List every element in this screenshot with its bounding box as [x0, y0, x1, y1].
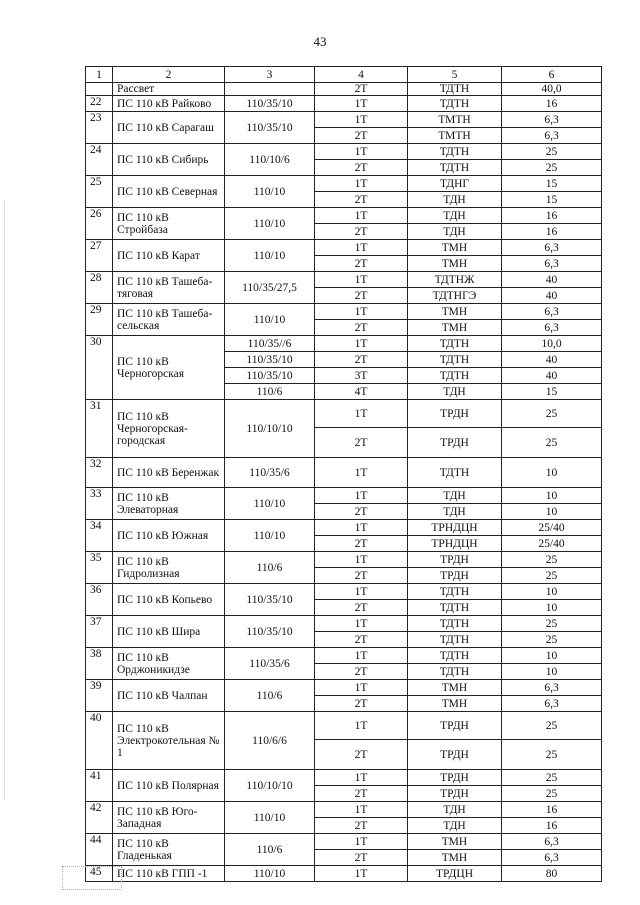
row-number: 24: [86, 144, 113, 176]
substation-name: ПС 110 кВ ГПП -1: [113, 866, 225, 882]
row-number: 30: [86, 336, 113, 400]
transformer-type: ТМТН: [408, 128, 502, 144]
table-row: [86, 112, 602, 128]
substation-name: ПС 110 кВ Черногорская-городская: [113, 400, 225, 458]
voltage-class: 110/10/6: [225, 144, 315, 176]
transformer-power: 40,0: [502, 83, 602, 96]
transformer-id: 1Т: [315, 112, 408, 128]
transformer-power: 15: [502, 192, 602, 208]
transformer-type: ТДН: [408, 802, 502, 818]
table-row: [86, 458, 602, 488]
substation-name: ПС 110 кВ Элеваторная: [113, 488, 225, 520]
transformer-type: ТДТН: [408, 458, 502, 488]
row-number: 40: [86, 712, 113, 770]
col-header: 3: [225, 67, 315, 83]
col-header: 2: [113, 67, 225, 83]
transformer-id: 1Т: [315, 834, 408, 850]
transformer-type: ТДТН: [408, 83, 502, 96]
transformer-power: 25: [502, 144, 602, 160]
table-row: [86, 176, 602, 192]
transformer-type: ТМН: [408, 256, 502, 272]
transformer-type: ТДН: [408, 488, 502, 504]
transformer-power: 6,3: [502, 304, 602, 320]
transformer-power: 6,3: [502, 112, 602, 128]
substation-name: ПС 110 кВ Чалпан: [113, 680, 225, 712]
voltage-class: 110/10: [225, 208, 315, 240]
voltage-class: 110/35/10: [225, 352, 315, 368]
row-number: 34: [86, 520, 113, 552]
transformer-power: 25: [502, 632, 602, 648]
transformer-type: ТДТНГЭ: [408, 288, 502, 304]
transformer-id: 1Т: [315, 304, 408, 320]
transformer-id: 1Т: [315, 552, 408, 568]
transformer-type: ТРДН: [408, 712, 502, 740]
transformer-type: ТДТНЖ: [408, 272, 502, 288]
table-row: [86, 240, 602, 256]
transformer-type: ТМН: [408, 680, 502, 696]
transformer-type: ТРНДЦН: [408, 520, 502, 536]
header-row: [86, 67, 602, 83]
substation-name: ПС 110 кВ Гладенькая: [113, 834, 225, 866]
transformer-power: 25/40: [502, 536, 602, 552]
transformer-power: 10: [502, 504, 602, 520]
row-number: 29: [86, 304, 113, 336]
substation-name: ПС 110 кВ Юго-Западная: [113, 802, 225, 834]
transformer-type: ТМН: [408, 240, 502, 256]
col-header: 4: [315, 67, 408, 83]
substation-name: ПС 110 кВ Копьево: [113, 584, 225, 616]
transformer-id: 1Т: [315, 458, 408, 488]
substation-name: Рассвет: [113, 83, 225, 96]
substation-name: ПС 110 кВ Электрокотельная № 1: [113, 712, 225, 770]
transformer-power: 10: [502, 584, 602, 600]
transformer-id: 1Т: [315, 240, 408, 256]
transformer-power: 10: [502, 458, 602, 488]
transformer-type: ТМН: [408, 304, 502, 320]
transformer-type: ТРДН: [408, 786, 502, 802]
substation-name: ПС 110 кВ Стройбаза: [113, 208, 225, 240]
transformer-power: 25: [502, 786, 602, 802]
voltage-class: 110/10: [225, 240, 315, 272]
transformer-type: ТДН: [408, 384, 502, 400]
transformer-id: 2Т: [315, 818, 408, 834]
table-row: [86, 208, 602, 224]
transformer-id: 2Т: [315, 786, 408, 802]
row-number: 32: [86, 458, 113, 488]
row-number: 45: [86, 866, 113, 882]
table-row: [86, 802, 602, 818]
transformer-id: 1Т: [315, 400, 408, 428]
substation-name: ПС 110 кВ Сибирь: [113, 144, 225, 176]
transformer-type: ТДТН: [408, 144, 502, 160]
table-row: [86, 83, 602, 96]
transformer-power: 25: [502, 160, 602, 176]
row-number: 44: [86, 834, 113, 866]
transformer-type: ТРДН: [408, 552, 502, 568]
row-number: 23: [86, 112, 113, 144]
transformer-id: 2Т: [315, 428, 408, 458]
transformer-id: 1Т: [315, 96, 408, 112]
transformer-id: 2Т: [315, 740, 408, 770]
voltage-class: 110/6: [225, 834, 315, 866]
table-row: [86, 336, 602, 352]
transformer-power: 6,3: [502, 240, 602, 256]
transformer-id: 2Т: [315, 632, 408, 648]
voltage-class: 110/10: [225, 520, 315, 552]
transformer-power: 6,3: [502, 834, 602, 850]
transformer-power: 10: [502, 488, 602, 504]
transformer-id: 1Т: [315, 802, 408, 818]
row-number: 25: [86, 176, 113, 208]
row-number: [86, 83, 113, 96]
row-number: 22: [86, 96, 113, 112]
transformer-type: ТМТН: [408, 112, 502, 128]
table-row: [86, 584, 602, 600]
substation-name: ПС 110 кВ Карат: [113, 240, 225, 272]
transformer-power: 40: [502, 352, 602, 368]
transformer-type: ТРДН: [408, 740, 502, 770]
row-number: 27: [86, 240, 113, 272]
transformer-id: 2Т: [315, 160, 408, 176]
voltage-class: 110/6: [225, 552, 315, 584]
transformer-power: 6,3: [502, 320, 602, 336]
voltage-class: 110/35/10: [225, 96, 315, 112]
transformer-type: ТМН: [408, 696, 502, 712]
substation-name: ПС 110 кВ Северная: [113, 176, 225, 208]
row-number: 37: [86, 616, 113, 648]
row-number: 38: [86, 648, 113, 680]
transformer-id: 2Т: [315, 224, 408, 240]
voltage-class: 110/10: [225, 866, 315, 882]
transformer-type: ТДН: [408, 818, 502, 834]
transformer-power: 25: [502, 740, 602, 770]
transformer-power: 25: [502, 568, 602, 584]
table-row: [86, 680, 602, 696]
transformer-id: 2Т: [315, 600, 408, 616]
table-row: [86, 866, 602, 882]
transformer-id: 2Т: [315, 288, 408, 304]
transformer-id: 2Т: [315, 664, 408, 680]
row-number: 26: [86, 208, 113, 240]
transformer-id: 1Т: [315, 770, 408, 786]
transformer-type: ТДТН: [408, 616, 502, 632]
transformer-id: 2Т: [315, 850, 408, 866]
voltage-class: 110/35/27,5: [225, 272, 315, 304]
voltage-class: 110/10: [225, 176, 315, 208]
transformer-type: ТДТН: [408, 648, 502, 664]
voltage-class: 110/10/10: [225, 400, 315, 458]
voltage-class: 110/10: [225, 488, 315, 520]
table-row: [86, 304, 602, 320]
transformer-power: 25/40: [502, 520, 602, 536]
voltage-class: 110/10: [225, 304, 315, 336]
transformer-id: 1Т: [315, 272, 408, 288]
transformer-power: 80: [502, 866, 602, 882]
transformer-id: 1Т: [315, 648, 408, 664]
transformer-id: 3Т: [315, 368, 408, 384]
table-row: [86, 144, 602, 160]
transformer-power: 40: [502, 368, 602, 384]
row-number: 36: [86, 584, 113, 616]
transformer-power: 16: [502, 818, 602, 834]
voltage-class: 110/35/10: [225, 112, 315, 144]
transformer-type: ТДН: [408, 208, 502, 224]
substation-name: ПС 110 кВ Орджоникидзе: [113, 648, 225, 680]
transformer-id: 1Т: [315, 712, 408, 740]
transformer-power: 15: [502, 176, 602, 192]
scan-edge: [4, 200, 6, 800]
row-number: 35: [86, 552, 113, 584]
table-row: [86, 712, 602, 740]
table-row: [86, 96, 602, 112]
voltage-class: 110/6/6: [225, 712, 315, 770]
transformer-id: 1Т: [315, 680, 408, 696]
transformer-power: 6,3: [502, 680, 602, 696]
transformer-id: 1Т: [315, 866, 408, 882]
row-number: 33: [86, 488, 113, 520]
transformer-type: ТДТН: [408, 664, 502, 680]
transformer-id: 1Т: [315, 144, 408, 160]
transformer-type: ТДН: [408, 504, 502, 520]
voltage-class: 110/35/6: [225, 458, 315, 488]
voltage-class: 110/10/10: [225, 770, 315, 802]
transformer-power: 15: [502, 384, 602, 400]
transformer-id: 2Т: [315, 83, 408, 96]
transformer-power: 6,3: [502, 850, 602, 866]
transformer-type: ТДТН: [408, 336, 502, 352]
transformer-type: ТРДЦН: [408, 866, 502, 882]
substation-name: ПС 110 кВ Ташеба-сельская: [113, 304, 225, 336]
transformer-type: ТДНГ: [408, 176, 502, 192]
transformer-id: 2Т: [315, 696, 408, 712]
substations-table: [85, 66, 602, 882]
row-number: 42: [86, 802, 113, 834]
transformer-type: ТРДН: [408, 428, 502, 458]
transformer-type: ТДТН: [408, 96, 502, 112]
table-row: [86, 770, 602, 786]
transformer-id: 1Т: [315, 616, 408, 632]
stamp-mark: [62, 866, 122, 890]
transformer-type: ТДТН: [408, 160, 502, 176]
voltage-class: 110/35/10: [225, 584, 315, 616]
transformer-power: 25: [502, 770, 602, 786]
transformer-power: 10,0: [502, 336, 602, 352]
page-number: 43: [313, 34, 327, 49]
substation-name: ПС 110 кВ Райково: [113, 96, 225, 112]
transformer-power: 10: [502, 648, 602, 664]
substation-name: ПС 110 кВ Ташеба-тяговая: [113, 272, 225, 304]
transformer-power: 40: [502, 288, 602, 304]
voltage-class: 110/35/10: [225, 616, 315, 648]
voltage-class: 110/35//6: [225, 336, 315, 352]
transformer-type: ТРДН: [408, 400, 502, 428]
transformer-type: ТДТН: [408, 352, 502, 368]
substation-name: ПС 110 кВ Беренжак: [113, 458, 225, 488]
table-row: [86, 488, 602, 504]
table-row: [86, 272, 602, 288]
transformer-power: 10: [502, 600, 602, 616]
transformer-power: 6,3: [502, 696, 602, 712]
row-number: 31: [86, 400, 113, 458]
voltage-class: 110/35/6: [225, 648, 315, 680]
table-row: [86, 400, 602, 428]
transformer-type: ТРДН: [408, 568, 502, 584]
transformer-id: 2Т: [315, 352, 408, 368]
transformer-id: 1Т: [315, 584, 408, 600]
transformer-power: 10: [502, 664, 602, 680]
row-number: 39: [86, 680, 113, 712]
transformer-power: 25: [502, 712, 602, 740]
transformer-type: ТРДН: [408, 770, 502, 786]
table-row: [86, 520, 602, 536]
transformer-type: ТРНДЦН: [408, 536, 502, 552]
voltage-class: 110/6: [225, 680, 315, 712]
transformer-power: 6,3: [502, 256, 602, 272]
transformer-power: 6,3: [502, 128, 602, 144]
voltage-class: 110/35/10: [225, 368, 315, 384]
substation-name: ПС 110 кВ Гидролизная: [113, 552, 225, 584]
col-header: 1: [86, 67, 113, 83]
table-row: [86, 834, 602, 850]
transformer-id: 1Т: [315, 176, 408, 192]
transformer-type: ТДТН: [408, 584, 502, 600]
substation-name: ПС 110 кВ Южная: [113, 520, 225, 552]
transformer-id: 1Т: [315, 336, 408, 352]
table-row: [86, 648, 602, 664]
transformer-id: 4Т: [315, 384, 408, 400]
transformer-type: ТДТН: [408, 600, 502, 616]
voltage-class: 110/10: [225, 802, 315, 834]
col-header: 5: [408, 67, 502, 83]
transformer-power: 25: [502, 400, 602, 428]
substation-name: ПС 110 кВ Шира: [113, 616, 225, 648]
substation-name: ПС 110 кВ Полярная: [113, 770, 225, 802]
transformer-power: 16: [502, 802, 602, 818]
table-row: [86, 616, 602, 632]
transformer-type: ТДТН: [408, 368, 502, 384]
transformer-power: 40: [502, 272, 602, 288]
transformer-id: 2Т: [315, 320, 408, 336]
table-row: [86, 552, 602, 568]
transformer-power: 25: [502, 428, 602, 458]
transformer-type: ТДН: [408, 192, 502, 208]
transformer-power: 25: [502, 552, 602, 568]
transformer-id: 2Т: [315, 128, 408, 144]
transformer-type: ТМН: [408, 834, 502, 850]
transformer-id: 2Т: [315, 536, 408, 552]
transformer-power: 16: [502, 208, 602, 224]
transformer-id: 1Т: [315, 208, 408, 224]
transformer-id: 2Т: [315, 504, 408, 520]
row-number: 28: [86, 272, 113, 304]
transformer-type: ТДН: [408, 224, 502, 240]
voltage-class: 110/6: [225, 384, 315, 400]
row-number: 41: [86, 770, 113, 802]
transformer-id: 2Т: [315, 192, 408, 208]
transformer-type: ТМН: [408, 320, 502, 336]
transformer-id: 1Т: [315, 520, 408, 536]
substation-name: ПС 110 кВ Сарагаш: [113, 112, 225, 144]
transformer-id: 1Т: [315, 488, 408, 504]
transformer-id: 2Т: [315, 256, 408, 272]
voltage-class: [225, 83, 315, 96]
transformer-power: 25: [502, 616, 602, 632]
transformer-type: ТДТН: [408, 632, 502, 648]
substation-name: ПС 110 кВ Черногорская: [113, 336, 225, 400]
transformer-power: 16: [502, 96, 602, 112]
transformer-id: 2Т: [315, 568, 408, 584]
transformer-power: 16: [502, 224, 602, 240]
col-header: 6: [502, 67, 602, 83]
transformer-type: ТМН: [408, 850, 502, 866]
